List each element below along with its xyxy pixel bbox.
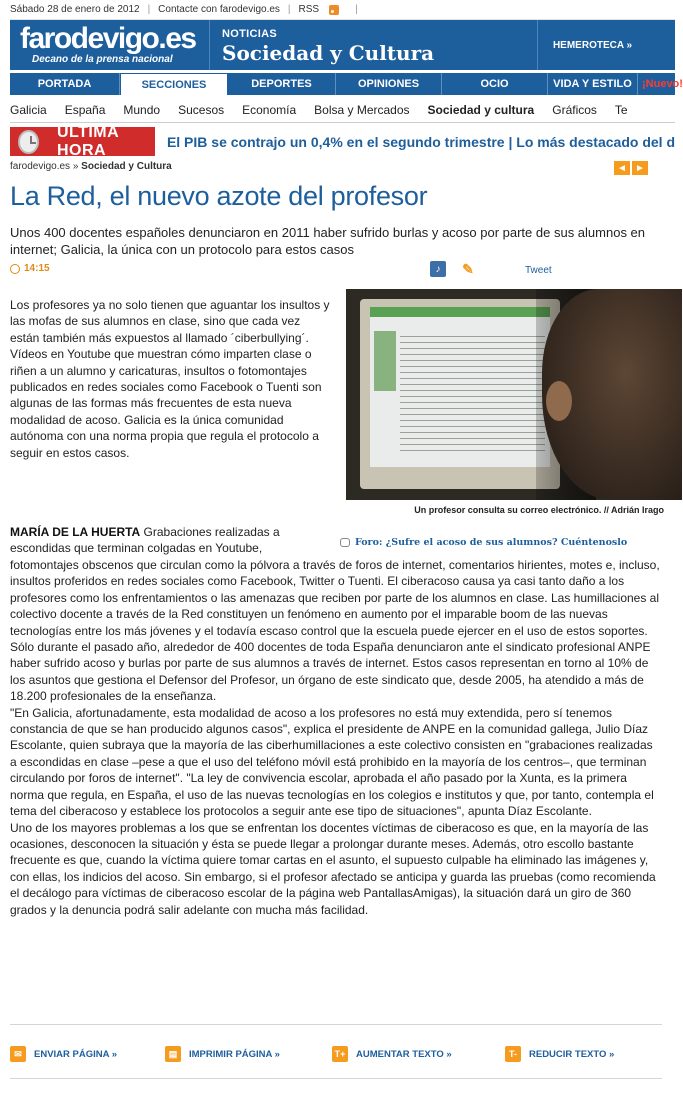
forum-link-label: Foro: ¿Sufre el acoso de sus alumnos? Cuéntenoslo <box>355 537 628 548</box>
article-meta <box>10 260 665 279</box>
tweet-button[interactable]: Tweet <box>525 265 552 276</box>
next-article-button[interactable]: ► <box>632 161 648 175</box>
tab-secciones[interactable]: SECCIONES <box>120 73 228 95</box>
site-header <box>10 20 675 70</box>
contact-link[interactable]: Contacte con farodevigo.es <box>158 4 280 15</box>
site-logo[interactable] <box>10 20 210 70</box>
send-page-label: ENVIAR PÁGINA » <box>34 1048 118 1060</box>
breadcrumb-section[interactable]: Sociedad y Cultura <box>81 161 172 172</box>
section-title: Sociedad y Cultura <box>222 41 435 65</box>
forum-link[interactable] <box>340 537 627 548</box>
subnav-sociedad[interactable]: Sociedad y cultura <box>427 102 535 117</box>
breaking-label-box <box>10 123 155 159</box>
divider <box>10 1024 662 1025</box>
share-tools <box>430 261 476 277</box>
comment-icon[interactable]: ✎ <box>462 260 474 277</box>
article-lead: Los profesores ya no solo tienen que aguantar los insultos y las mofas de sus alumnos en clase, sino que cada vez están también más expuestos al llamado ´ciberbullying´. Vídeos en Youtube que muestran cómo imparten clase o riñen a un alumno y caricaturas, insultos o fotomontajes publicados en redes sociales como Facebook o Tuenti son algunas de las formas más frecuentes de esta nueva modalidad de acoso. Galicia es la única comunidad autónoma con una norma propia que regula el protocolo a seguir en estos casos. <box>10 298 330 460</box>
tab-vida-y-estilo[interactable]: VIDA Y ESTILO <box>548 73 638 95</box>
first-paragraph-start: Grabaciones realizadas a escondidas que terminan colgadas en Youtube, <box>10 525 280 556</box>
breaking-news-bar <box>10 123 675 159</box>
print-page-button[interactable] <box>165 1046 332 1062</box>
decrease-text-button[interactable] <box>505 1046 614 1062</box>
breaking-label: ÚLTIMA HORA <box>56 123 119 159</box>
print-page-label: IMPRIMIR PÁGINA » <box>189 1048 280 1060</box>
breadcrumb: farodevigo.es » Sociedad y Cultura <box>10 161 172 172</box>
photo-screen <box>370 307 550 467</box>
text-decrease-icon: T- <box>505 1046 521 1062</box>
printer-icon: ▤ <box>165 1046 181 1062</box>
clock-icon <box>18 130 39 154</box>
tab-portada[interactable]: PORTADA <box>10 73 120 95</box>
article-photo[interactable] <box>346 289 664 500</box>
main-nav <box>10 73 683 95</box>
publish-time <box>10 263 665 274</box>
forum-icon <box>340 538 350 547</box>
article-body <box>10 557 660 918</box>
subnav-sucesos[interactable]: Sucesos <box>178 102 225 117</box>
photo-caption: Un profesor consulta su correo electrónico. // Adrián Irago <box>414 505 664 515</box>
article-subtitle: Unos 400 docentes españoles denunciaron en 2011 haber sufrido burlas y acoso por parte de sus alumnos en internet; Galicia, la única con un protocolo para estos casos <box>10 225 646 257</box>
previous-article-button[interactable]: ◄ <box>614 161 630 175</box>
audio-icon[interactable]: ♪ <box>430 261 446 277</box>
article-paragraph: Sólo durante el pasado año, alrededor de 400 docentes de toda España denunciaron ante el sindicato profesional ANPE haber sufrido acoso y burlas por parte de sus alumnos a través de internet. Estos casos representan en torno al 10% de los asuntos que gestiona el Defensor del Profesor, un órgano de este sindicato que, desde 2005, ha atendido a más de 18.200 profesionales de la enseñanza. <box>10 640 651 704</box>
separator: | <box>355 4 358 15</box>
envelope-icon: ✉ <box>10 1046 26 1062</box>
subnav-graficos[interactable]: Gráficos <box>552 102 597 117</box>
tab-ocio[interactable]: OCIO <box>442 73 548 95</box>
send-page-button[interactable] <box>10 1046 165 1062</box>
section-subnav <box>10 97 675 123</box>
section-heading <box>222 28 434 65</box>
clock-icon <box>10 264 20 274</box>
text-increase-icon: T+ <box>332 1046 348 1062</box>
article-paragraph: "En Galicia, afortunadamente, esta modalidad de acoso a los profesores no está muy extendida, pero sí tenemos constancia de que se han producido algunos casos", explica el presidente de ANPE en la comunidad gallega, Julio Díaz Escolante, quien subraya que la mayoría de las ciberhumillaciones a este colectivo consisten en "grabaciones realizadas a escondidas en clase –pese a que el uso del teléfono móvil está prohibido en la mayoría de los centros–, que terminan circulando por foros de internet". "La ley de convivencia escolar, aprobada el año pasado por la Xunta, es la primera norma que regula, en España, el uso de las nuevas tecnologías en los colegios e institutos y que, por tanto, contempla el tema del ciberacoso y establece los protocolos a seguir ante ese tipo de situaciones", apunta Díaz Escolante. <box>10 705 654 819</box>
subnav-galicia[interactable]: Galicia <box>10 102 47 117</box>
top-utility-bar <box>10 0 675 20</box>
article-paragraph: Uno de los mayores problemas a los que se enfrentan los docentes víctimas de ciberacoso es que, en la mayoría de las ocasiones, desconocen la situación y ésta se puede llegar a prolongar durante meses. Además, otro escollo bastante frecuente es que, cuando la víctima quiere tomar cartas en el asunto, el supuesto culpable ha eliminado las imágenes y, con ellas, los indicios del acoso. Sin embargo, si el profesor afectado se anticipa y guarda las pruebas (como recomienda el decálogo para víctimas de ciberacoso escolar de la página web PantallasAmigas), la situación dará un giro de 360 grados y la denuncia podrá salir adelante con mucha más facilidad. <box>10 820 656 917</box>
article-first-paragraph <box>10 524 312 557</box>
increase-text-label: AUMENTAR TEXTO » <box>356 1048 452 1060</box>
article-headline: La Red, el nuevo azote del profesor <box>10 181 428 211</box>
separator: | <box>287 4 291 15</box>
rss-icon <box>329 5 339 15</box>
increase-text-button[interactable] <box>332 1046 505 1062</box>
tab-deportes[interactable]: DEPORTES <box>228 73 336 95</box>
article-author: MARÍA DE LA HUERTA <box>10 525 141 539</box>
divider <box>10 1078 662 1079</box>
rss-link[interactable] <box>299 4 348 15</box>
current-date: Sábado 28 de enero de 2012 <box>10 4 140 15</box>
article-paragraph: fotomontajes obscenos que circulan como la pólvora a través de foros de internet, comentarios hirientes, motes e, incluso, insultos proferidos en redes sociales como Facebook, Twitter o Tuenti. El ciberacoso causa ya casi tanto daño a los profesores como los enfrentamientos o las amenazas que reciben por parte de los alumnos en clase. Las humillaciones al colectivo docente a través de la Red constituyen un fenómeno en aumento por el imparable boom de las nuevas tecnologías entre los más jóvenes y el todavía escaso control que la escuela puede ejercer en el uso de estos soportes. <box>10 558 660 638</box>
subnav-te[interactable]: Te <box>614 102 628 117</box>
article-actions <box>10 1046 670 1062</box>
separator: | <box>147 4 151 15</box>
hemeroteca-link[interactable]: HEMEROTECA » <box>537 20 647 70</box>
subnav-economia[interactable]: Economía <box>242 102 297 117</box>
section-kicker: NOTICIAS <box>222 28 277 40</box>
rss-label: RSS <box>298 4 320 15</box>
subnav-espana[interactable]: España <box>64 102 106 117</box>
tab-nuevo[interactable]: ¡Nuevo! <box>642 78 683 90</box>
publish-time-value: 14:15 <box>24 263 50 274</box>
subnav-bolsa[interactable]: Bolsa y Mercados <box>314 102 410 117</box>
decrease-text-label: REDUCIR TEXTO » <box>529 1048 615 1060</box>
tab-opiniones[interactable]: OPINIONES <box>336 73 442 95</box>
article-pager <box>614 161 648 175</box>
breadcrumb-home[interactable]: farodevigo.es <box>10 161 71 172</box>
breaking-headline[interactable]: El PIB se contrajo un 0,4% en el segundo trimestre | Lo más destacado del d <box>166 133 675 150</box>
subnav-mundo[interactable]: Mundo <box>123 102 161 117</box>
logo-tagline: Decano de la prensa nacional <box>32 54 173 65</box>
logo-wordmark: farodevigo.es <box>20 22 196 55</box>
